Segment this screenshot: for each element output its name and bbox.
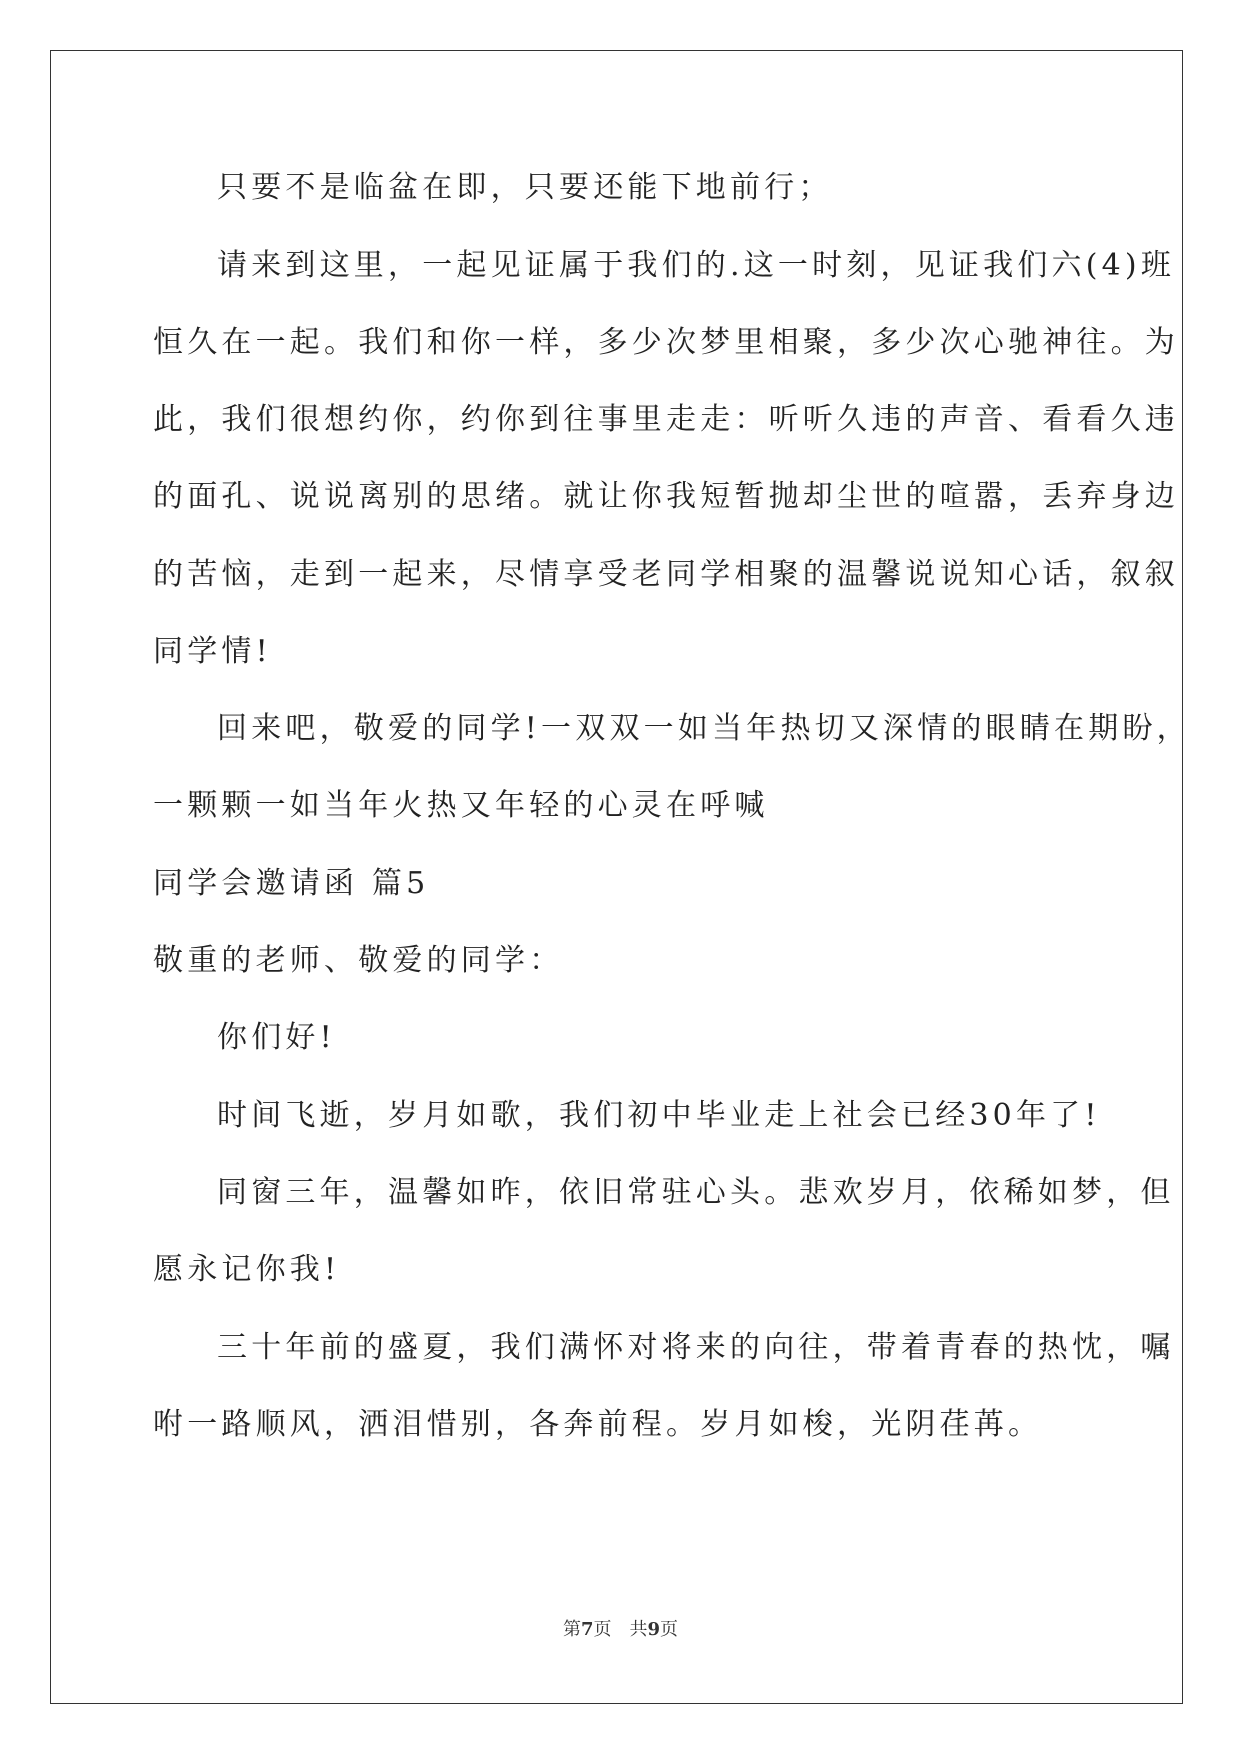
greeting: 你们好! bbox=[217, 1020, 336, 1055]
page-footer bbox=[0, 1618, 1241, 1642]
total-page-number: 9 bbox=[647, 1619, 661, 1640]
text-line: 一颗颗一如当年火热又年轻的心灵在呼喊 bbox=[153, 788, 769, 823]
text-line: 的苦恼，走到一起来，尽情享受老同学相聚的温馨说说知心话，叙叙 bbox=[153, 557, 1179, 592]
text-line: 同学情! bbox=[153, 634, 272, 669]
text-line: 只要不是临盆在即，只要还能下地前行； bbox=[217, 170, 833, 205]
current-page-number: 7 bbox=[580, 1619, 594, 1640]
footer-middle: 页 共 bbox=[593, 1619, 648, 1640]
text-line: 同窗三年，温馨如昨，依旧常驻心头。悲欢岁月，依稀如梦，但 bbox=[217, 1175, 1175, 1210]
text-line: 恒久在一起。我们和你一样，多少次梦里相聚，多少次心驰神往。为 bbox=[153, 325, 1179, 360]
text-line: 的面孔、说说离别的思绪。就让你我短暂抛却尘世的喧嚣，丢弃身边 bbox=[153, 479, 1179, 514]
text-line: 时间飞逝，岁月如歌，我们初中毕业走上社会已经30年了! bbox=[217, 1098, 1101, 1133]
text-line: 请来到这里，一起见证属于我们的.这一时刻，见证我们六(4)班 bbox=[217, 248, 1176, 283]
salutation: 敬重的老师、敬爱的同学： bbox=[153, 943, 564, 978]
text-line: 回来吧，敬爱的同学!一双双一如当年热切又深情的眼睛在期盼， bbox=[217, 711, 1191, 746]
footer-prefix: 第 bbox=[562, 1619, 581, 1640]
text-line: 三十年前的盛夏，我们满怀对将来的向往，带着青春的热忱，嘱 bbox=[217, 1330, 1175, 1365]
text-line: 愿永记你我! bbox=[153, 1252, 341, 1287]
text-line: 此，我们很想约你，约你到往事里走走：听听久违的声音、看看久违 bbox=[153, 402, 1179, 437]
section-heading: 同学会邀请函 篇5 bbox=[153, 866, 430, 901]
text-line: 咐一路顺风，洒泪惜别，各奔前程。岁月如梭，光阴荏苒。 bbox=[153, 1407, 1043, 1442]
footer-suffix: 页 bbox=[660, 1619, 679, 1640]
